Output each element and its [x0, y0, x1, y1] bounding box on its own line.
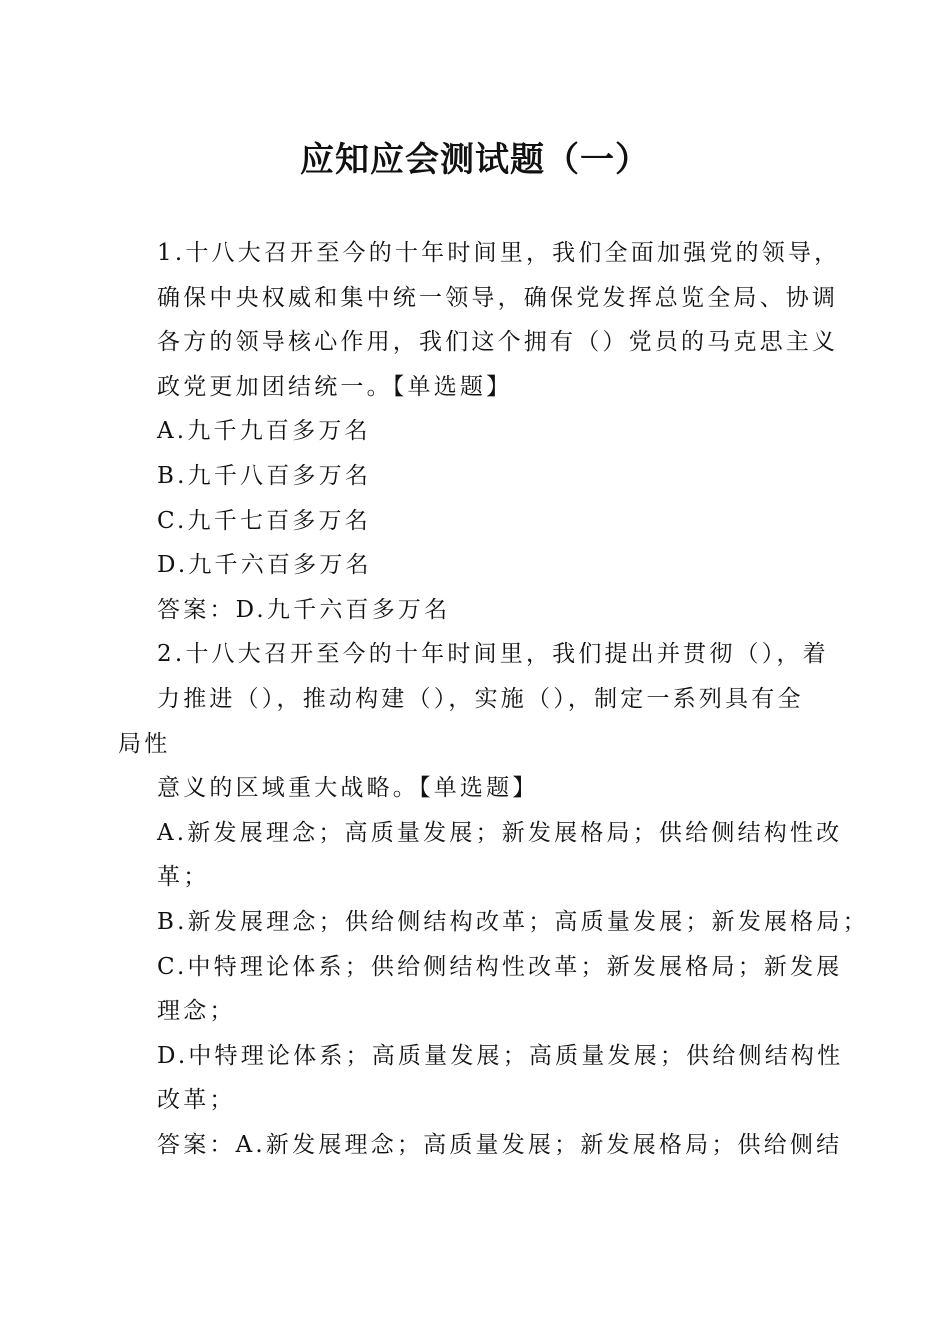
q1-option-b: B.九千八百多万名	[157, 463, 372, 489]
page-title: 应知应会测试题（一）	[300, 140, 650, 180]
q2-option-b: B.新发展理念；供给侧结构改革；高质量发展；新发展格局；	[157, 909, 869, 935]
q2-text-line-4: 意义的区域重大战略。【单选题】	[157, 775, 539, 801]
q1-text-line-2: 确保中央权威和集中统一领导，确保党发挥总览全局、协调	[157, 285, 839, 311]
q2-option-a: A.新发展理念；高质量发展；新发展格局；供给侧结构性改	[157, 820, 843, 846]
q2-text-line-2: 力推进（），推动构建（），实施（），制定一系列具有全	[157, 686, 804, 712]
q2-answer: 答案：A.新发展理念；高质量发展；新发展格局；供给侧结	[157, 1132, 843, 1158]
q1-option-d: D.九千六百多万名	[157, 552, 372, 578]
q1-option-a: A.九千九百多万名	[157, 418, 371, 444]
q2-option-d-cont: 改革；	[157, 1087, 236, 1113]
q2-text-line-1: 2.十八大召开至今的十年时间里，我们提出并贯彻（），着	[157, 641, 829, 667]
q2-option-c-cont: 理念；	[157, 998, 236, 1024]
q2-option-c: C.中特理论体系；供给侧结构性改革；新发展格局；新发展	[157, 954, 843, 980]
q2-text-line-3: 局性	[118, 731, 171, 757]
q1-text-line-4: 政党更加团结统一。【单选题】	[157, 374, 513, 400]
q1-answer: 答案：D.九千六百多万名	[157, 597, 451, 623]
q1-option-c: C.九千七百多万名	[157, 508, 371, 534]
q1-text-line-3: 各方的领导核心作用，我们这个拥有（）党员的马克思主义	[157, 329, 839, 355]
q2-option-a-cont: 革；	[157, 864, 210, 890]
q2-option-d: D.中特理论体系；高质量发展；高质量发展；供给侧结构性	[157, 1043, 844, 1069]
q1-text-line-1: 1.十八大召开至今的十年时间里，我们全面加强党的领导，	[157, 240, 841, 266]
